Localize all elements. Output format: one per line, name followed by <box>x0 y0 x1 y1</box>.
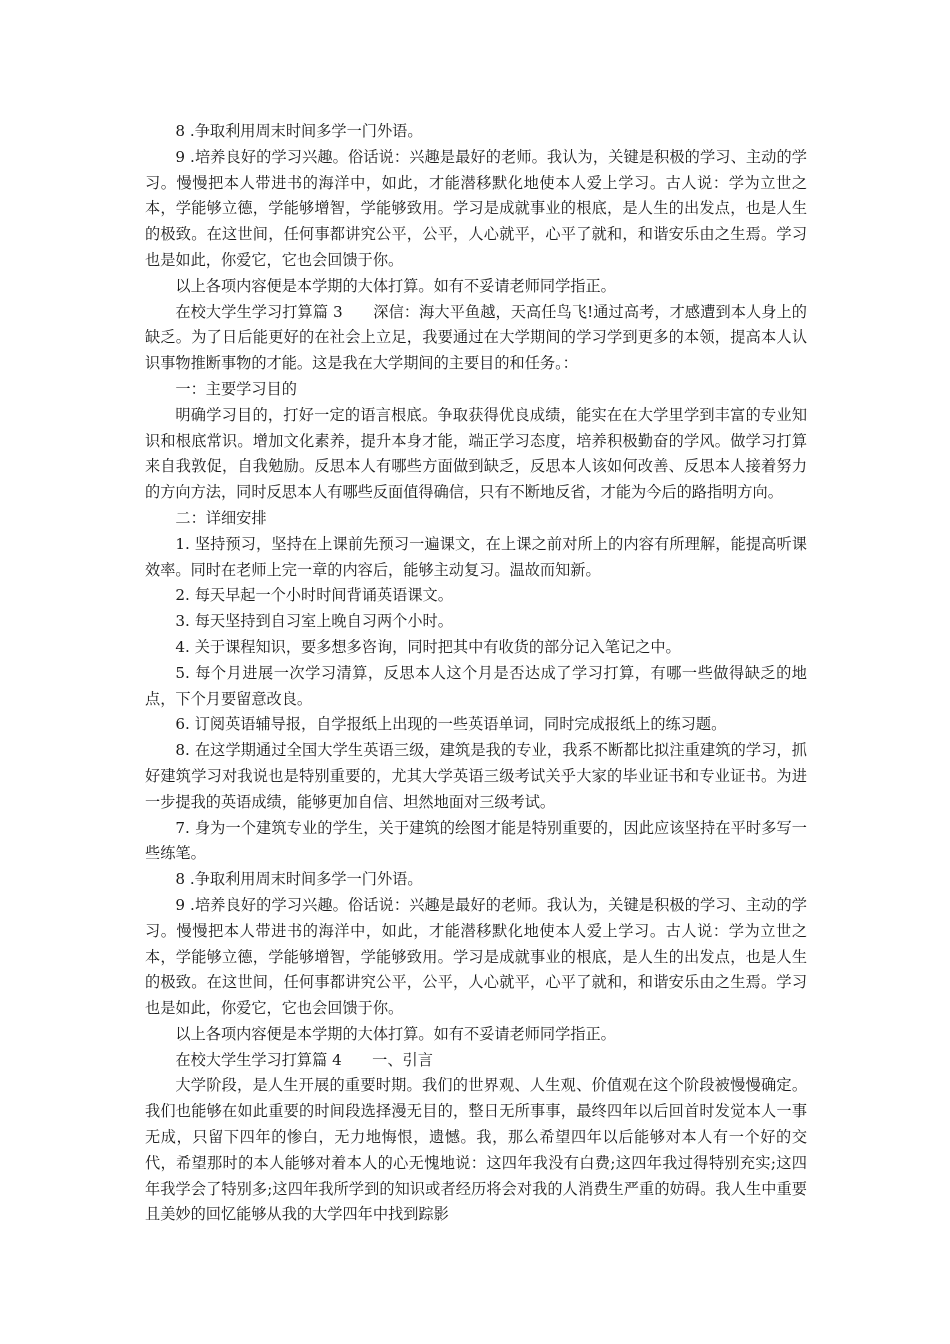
list-item: 4. 关于课程知识，要多想多咨询，同时把其中有收货的部分记入笔记之中。 <box>175 637 681 656</box>
list-item: 7. 身为一个建筑专业的学生，关于建筑的绘图才能是特别重要的，因此应该坚持在平时多写一些练笔。 <box>145 818 807 863</box>
list-item: 8 .争取利用周末时间多学一门外语。 <box>175 870 423 889</box>
list-item: 3. 每天坚持到自习室上晚自习两个小时。 <box>175 612 453 631</box>
list-item: 2. 每天早起一个小时时间背诵英语课文。 <box>175 586 453 605</box>
paragraph: 大学阶段，是人生开展的重要时期。我们的世界观、人生观、价值观在这个阶段被慢慢确定。我们也能够在如此重要的时间段选择漫无目的，整日无所事事，最终四年以后回首时发觉本人一事无成，只留下四年的惨白，无力地悔恨，遗憾。我，那么希望四年以后能够对本人有一个好的交代，希望那时的本人能够对着本人的心无愧地说：这四年我没有白费;这四年我过得特别充实;这四年我学会了特别多;这四年我所学到的知识或者经历将会对我的人消费生严重的妨碍。我人生中重要且美妙的回忆能够从我的大学四年中找到踪影 <box>145 1076 807 1224</box>
list-item: 6. 订阅英语辅导报，自学报纸上出现的一些英语单词，同时完成报纸上的练习题。 <box>175 715 727 734</box>
paragraph: 明确学习目的，打好一定的语言根底。争取获得优良成绩，能实在在大学里学到丰富的专业知识和根底常识。增加文化素养，提升本身才能，端正学习态度，培养积极勤奋的学风。做学习打算来自我敦促，自我勉励。反思本人有哪些方面做到缺乏，反思本人该如何改善、反思本人接着努力的方向方法，同时反思本人有哪些反面值得确信，只有不断地反省，才能为今后的路指明方向。 <box>145 405 807 502</box>
subheading: 一：主要学习目的 <box>175 379 297 398</box>
paragraph: 9 .培养良好的学习兴趣。俗话说：兴趣是最好的老师。我认为，关键是积极的学习、主动的学习。慢慢把本人带进书的海洋中，如此，才能潜移默化地使本人爱上学习。古人说：学为立世之本，学能够立德，学能够增智，学能够致用。学习是成就事业的根底，是人生的出发点，也是人生的极致。在这世间，任何事都讲究公平，公平，人心就平，心平了就和，和谐安乐由之生焉。学习也是如此，你爱它，它也会回馈于你。 <box>145 147 807 269</box>
paragraph: 以上各项内容便是本学期的大体打算。如有不妥请老师同学指正。 <box>175 276 616 295</box>
paragraph: 以上各项内容便是本学期的大体打算。如有不妥请老师同学指正。 <box>175 1024 616 1043</box>
list-item: 8. 在这学期通过全国大学生英语三级，建筑是我的专业，我系不断都比拟注重建筑的学习，抓好建筑学习对我说也是特别重要的，尤其大学英语三级考试关乎大家的毕业证书和专业证书。为进一步提我的英语成绩，能够更加自信、坦然地面对三级考试。 <box>145 741 807 811</box>
document-body <box>145 119 807 1228</box>
list-item: 1. 坚持预习，坚持在上课前先预习一遍课文，在上课之前对所上的内容有所理解，能提高听课效率。同时在老师上完一章的内容后，能够主动复习。温故而知新。 <box>145 534 807 579</box>
paragraph: 8 .争取利用周末时间多学一门外语。 <box>175 122 423 140</box>
list-item: 5. 每个月进展一次学习清算，反思本人这个月是否达成了学习打算，有哪一些做得缺乏的地点，下个月要留意改良。 <box>145 663 807 708</box>
section-heading-paragraph: 在校大学生学习打算篇 4 一、引言 <box>175 1050 433 1069</box>
list-item: 9 .培养良好的学习兴趣。俗话说：兴趣是最好的老师。我认为，关键是积极的学习、主动的学习。慢慢把本人带进书的海洋中，如此，才能潜移默化地使本人爱上学习。古人说：学为立世之本，学能够立德，学能够增智，学能够致用。学习是成就事业的根底，是人生的出发点，也是人生的极致。在这世间，任何事都讲究公平，公平，人心就平，心平了就和，和谐安乐由之生焉。学习也是如此，你爱它，它也会回馈于你。 <box>145 895 807 1018</box>
subheading: 二：详细安排 <box>175 508 267 527</box>
section-heading-paragraph: 在校大学生学习打算篇 3 深信：海大平鱼越，天高任鸟飞!通过高考，才感遭到本人身上的缺乏。为了日后能更好的在社会上立足，我要通过在大学期间的学习学到更多的本领，提高本人认识事物推断事物的才能。这是我在大学期间的主要目的和任务。： <box>145 302 807 373</box>
